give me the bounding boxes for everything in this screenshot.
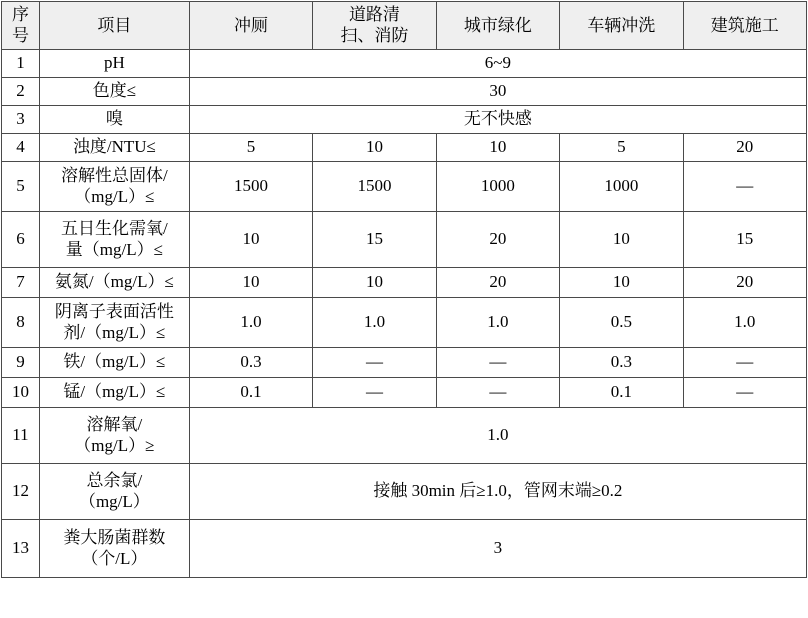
row-item-line: 五日生化需氧/ (61, 218, 168, 238)
header-cell-index: 序 号 (2, 2, 40, 50)
row-value-cell: 5 (560, 133, 683, 161)
row-item-line: 溶解性总固体/ (61, 165, 168, 185)
row-value-cell: 1.0 (683, 297, 806, 347)
table-row (2, 133, 807, 161)
row-value-cell: 1.0 (313, 297, 436, 347)
row-value-cell: — (436, 347, 559, 377)
row-value-cell: 1000 (560, 161, 683, 211)
row-merged-value-cell: 1.0 (189, 407, 806, 463)
row-value-cell: 0.5 (560, 297, 683, 347)
row-item-cell (39, 161, 189, 211)
row-item-cell: 嗅 (39, 105, 189, 133)
header-cell-greening: 城市绿化 (436, 2, 559, 50)
table-row (2, 49, 807, 77)
row-item-cell (39, 407, 189, 463)
table-row (2, 77, 807, 105)
table-header (2, 2, 807, 50)
table-row (2, 211, 807, 267)
table-row (2, 519, 807, 577)
row-index-cell: 1 (2, 49, 40, 77)
header-cell-vehicle: 车辆冲洗 (560, 2, 683, 50)
row-item-line: 量（mg/L）≤ (65, 240, 163, 259)
row-value-cell: 1500 (313, 161, 436, 211)
table-row (2, 105, 807, 133)
row-item-line: 阴离子表面活性 (54, 301, 174, 321)
row-value-cell: 20 (683, 133, 806, 161)
row-value-cell: 15 (313, 211, 436, 267)
row-value-cell: 10 (560, 211, 683, 267)
table-row (2, 347, 807, 377)
header-cell-construction: 建筑施工 (683, 2, 806, 50)
row-value-cell: — (313, 377, 436, 407)
table-row (2, 297, 807, 347)
row-value-cell: 0.1 (189, 377, 312, 407)
table-row (2, 161, 807, 211)
row-index-cell: 4 (2, 133, 40, 161)
row-value-cell: 1.0 (189, 297, 312, 347)
table-header-row (2, 2, 807, 50)
row-index-cell: 13 (2, 519, 40, 577)
row-item-cell: 锰/（mg/L）≤ (39, 377, 189, 407)
row-value-cell: — (683, 377, 806, 407)
row-index-cell: 6 (2, 211, 40, 267)
row-item-line: 总余氯/ (86, 470, 143, 490)
row-value-cell: — (683, 161, 806, 211)
row-merged-value-cell: 6~9 (189, 49, 806, 77)
header-cell-road: 道路清 扫、消防 (313, 2, 436, 50)
row-item-cell (39, 519, 189, 577)
row-value-cell: 1000 (436, 161, 559, 211)
row-value-cell: — (436, 377, 559, 407)
row-item-line: 剂/（mg/L）≤ (63, 323, 166, 342)
table-body (2, 49, 807, 577)
row-value-cell: 10 (189, 267, 312, 297)
row-item-line: （mg/L） (78, 492, 150, 511)
row-value-cell: — (313, 347, 436, 377)
table-row (2, 267, 807, 297)
row-index-cell: 3 (2, 105, 40, 133)
row-item-cell: 氨氮/（mg/L）≤ (39, 267, 189, 297)
table-row (2, 463, 807, 519)
row-index-cell: 8 (2, 297, 40, 347)
row-index-cell: 5 (2, 161, 40, 211)
row-value-cell: 10 (189, 211, 312, 267)
header-cell-item: 项目 (39, 2, 189, 50)
row-value-cell: 15 (683, 211, 806, 267)
row-value-cell: 10 (560, 267, 683, 297)
row-item-cell (39, 463, 189, 519)
row-value-cell: 1.0 (436, 297, 559, 347)
row-item-cell: 铁/（mg/L）≤ (39, 347, 189, 377)
row-index-cell: 9 (2, 347, 40, 377)
document-page (0, 1, 808, 618)
row-value-cell: 10 (436, 133, 559, 161)
row-merged-value-cell: 30 (189, 77, 806, 105)
row-value-cell: 0.3 (560, 347, 683, 377)
row-item-cell: 色度≤ (39, 77, 189, 105)
row-value-cell: — (683, 347, 806, 377)
row-item-line: （mg/L）≥ (74, 436, 155, 455)
row-merged-value-cell: 无不快感 (189, 105, 806, 133)
row-index-cell: 12 (2, 463, 40, 519)
row-item-cell (39, 297, 189, 347)
row-item-line: （个/L） (81, 549, 148, 568)
row-merged-value-cell: 3 (189, 519, 806, 577)
row-value-cell: 0.3 (189, 347, 312, 377)
row-value-cell: 20 (436, 267, 559, 297)
row-index-cell: 7 (2, 267, 40, 297)
water-quality-table (1, 1, 807, 578)
row-item-cell: pH (39, 49, 189, 77)
row-index-cell: 2 (2, 77, 40, 105)
row-value-cell: 5 (189, 133, 312, 161)
table-row (2, 377, 807, 407)
row-index-cell: 11 (2, 407, 40, 463)
row-item-line: 溶解氧/ (86, 414, 143, 434)
row-item-cell (39, 211, 189, 267)
row-value-cell: 0.1 (560, 377, 683, 407)
row-merged-value-cell: 接触 30min 后≥1.0，管网末端≥0.2 (189, 463, 806, 519)
row-value-cell: 10 (313, 267, 436, 297)
row-item-cell: 浊度/NTU≤ (39, 133, 189, 161)
table-row (2, 407, 807, 463)
row-value-cell: 20 (683, 267, 806, 297)
row-value-cell: 1500 (189, 161, 312, 211)
row-item-line: 粪大肠菌群数 (63, 527, 166, 547)
header-cell-toilet: 冲厕 (189, 2, 312, 50)
row-item-line: （mg/L）≤ (74, 187, 155, 206)
row-value-cell: 20 (436, 211, 559, 267)
row-index-cell: 10 (2, 377, 40, 407)
row-value-cell: 10 (313, 133, 436, 161)
